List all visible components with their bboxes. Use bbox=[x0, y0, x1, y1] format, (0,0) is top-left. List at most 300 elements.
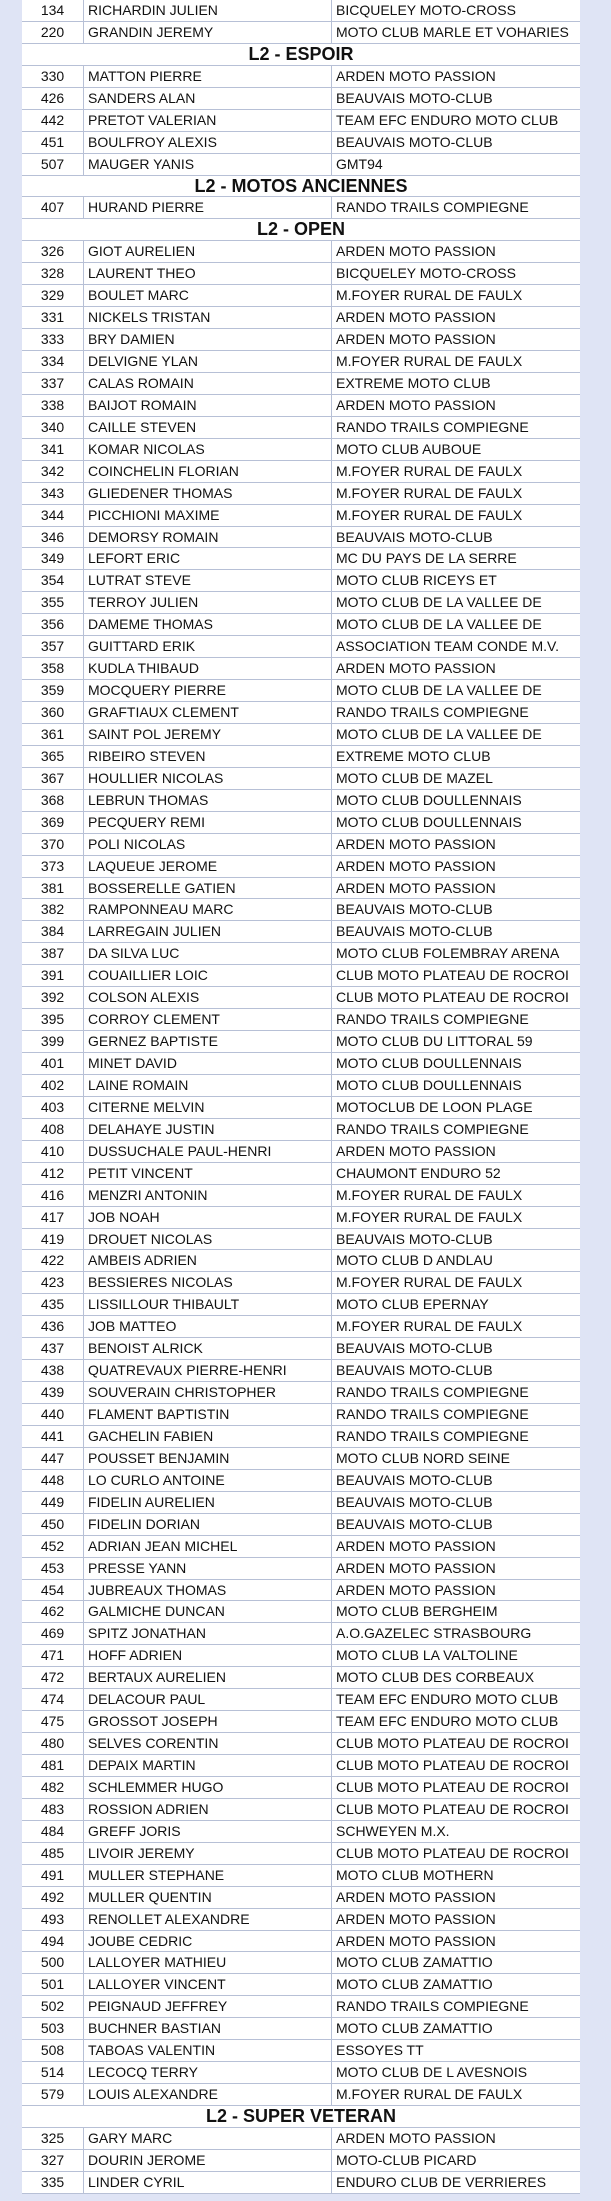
club-name: MC DU PAYS DE LA SERRE bbox=[336, 550, 517, 567]
club-name: MOTO CLUB ZAMATTIO bbox=[336, 2020, 493, 2037]
category-header: L2 - SUPER VETERAN bbox=[22, 2106, 580, 2128]
rider-name: JOB NOAH bbox=[84, 1207, 332, 1228]
bib-number: 382 bbox=[22, 899, 84, 920]
table-row bbox=[22, 1426, 580, 1448]
bib-number: 337 bbox=[22, 373, 84, 394]
bib-number: 361 bbox=[22, 724, 84, 745]
club-name: MOTO CLUB DOULLENNAIS bbox=[336, 813, 522, 830]
rider-name: BOSSERELLE GATIEN bbox=[84, 878, 332, 899]
bib-number: 360 bbox=[22, 702, 84, 723]
club-name: ARDEN MOTO PASSION bbox=[336, 835, 496, 852]
rider-name: LEFORT ERIC bbox=[84, 548, 332, 569]
rider-name: FIDELIN AURELIEN bbox=[84, 1492, 332, 1513]
rider-name: ROSSION ADRIEN bbox=[84, 1799, 332, 1820]
bib-number: 370 bbox=[22, 834, 84, 855]
bib-number: 451 bbox=[22, 132, 84, 153]
club-name: EXTREME MOTO CLUB bbox=[336, 374, 491, 391]
rider-name: GARY MARC bbox=[84, 2128, 332, 2149]
club-name: BICQUELEY MOTO-CROSS bbox=[336, 265, 516, 282]
rider-name: PICCHIONI MAXIME bbox=[84, 505, 332, 526]
results-table bbox=[22, 0, 580, 2194]
rider-name: FIDELIN DORIAN bbox=[84, 1514, 332, 1535]
rider-name: LAINE ROMAIN bbox=[84, 1075, 332, 1096]
bib-number: 494 bbox=[22, 1931, 84, 1952]
table-row bbox=[22, 154, 580, 176]
club-name: MOTO CLUB ZAMATTIO bbox=[336, 1954, 493, 1971]
bib-number: 454 bbox=[22, 1580, 84, 1601]
rider-name: MULLER STEPHANE bbox=[84, 1865, 332, 1886]
club-name: CLUB MOTO PLATEAU DE ROCROI bbox=[336, 1757, 569, 1773]
table-row bbox=[22, 1952, 580, 1974]
bib-number: 342 bbox=[22, 461, 84, 482]
bib-number: 423 bbox=[22, 1272, 84, 1293]
rider-name: GIOT AURELIEN bbox=[84, 241, 332, 262]
bib-number: 440 bbox=[22, 1404, 84, 1425]
rider-name: GALMICHE DUNCAN bbox=[84, 1601, 332, 1622]
rider-name: DEMORSY ROMAIN bbox=[84, 527, 332, 548]
table-row bbox=[22, 2062, 580, 2084]
bib-number: 450 bbox=[22, 1514, 84, 1535]
bib-number: 333 bbox=[22, 329, 84, 350]
bib-number: 435 bbox=[22, 1294, 84, 1315]
club-name: M.FOYER RURAL DE FAULX bbox=[336, 2086, 523, 2103]
club-name: BICQUELEY MOTO-CROSS bbox=[336, 2, 516, 18]
club-name: CLUB MOTO PLATEAU DE ROCROI bbox=[336, 967, 569, 984]
bib-number: 501 bbox=[22, 1974, 84, 1995]
rider-name: BOULET MARC bbox=[84, 285, 332, 306]
club-name: RANDO TRAILS COMPIEGNE bbox=[336, 1427, 529, 1444]
bib-number: 220 bbox=[22, 22, 84, 43]
bib-number: 441 bbox=[22, 1426, 84, 1447]
table-row bbox=[22, 592, 580, 614]
bib-number: 407 bbox=[22, 197, 84, 218]
table-row bbox=[22, 417, 580, 439]
table-row bbox=[22, 1075, 580, 1097]
table-row bbox=[22, 1799, 580, 1821]
table-row bbox=[22, 1558, 580, 1580]
bib-number: 365 bbox=[22, 746, 84, 767]
table-row bbox=[22, 1601, 580, 1623]
rider-name: BOULFROY ALEXIS bbox=[84, 132, 332, 153]
table-row bbox=[22, 1733, 580, 1755]
club-name: ARDEN MOTO PASSION bbox=[336, 331, 496, 348]
table-row bbox=[22, 1689, 580, 1711]
club-name: M.FOYER RURAL DE FAULX bbox=[336, 353, 523, 369]
rider-name: COUAILLIER LOIC bbox=[84, 965, 332, 986]
rider-name: LOUIS ALEXANDRE bbox=[84, 2084, 332, 2105]
club-name: MOTO CLUB NORD SEINE bbox=[336, 1449, 510, 1466]
table-row bbox=[22, 88, 580, 110]
table-row bbox=[22, 724, 580, 746]
table-row bbox=[22, 943, 580, 965]
table-row bbox=[22, 1141, 580, 1163]
bib-number: 448 bbox=[22, 1470, 84, 1491]
table-row bbox=[22, 1404, 580, 1426]
table-row bbox=[22, 2040, 580, 2062]
club-name: RANDO TRAILS COMPIEGNE bbox=[336, 199, 529, 216]
rider-name: LAQUEUE JEROME bbox=[84, 856, 332, 877]
rider-name: GUITTARD ERIK bbox=[84, 636, 332, 657]
club-name: MOTO CLUB DE LA VALLEE DE bbox=[336, 616, 542, 633]
table-row bbox=[22, 1360, 580, 1382]
bib-number: 402 bbox=[22, 1075, 84, 1096]
club-name: M.FOYER RURAL DE FAULX bbox=[336, 1274, 523, 1291]
table-row bbox=[22, 1974, 580, 1996]
table-row bbox=[22, 1514, 580, 1536]
club-name: MOTO CLUB MOTHERN bbox=[336, 1866, 494, 1883]
club-name: CLUB MOTO PLATEAU DE ROCROI bbox=[336, 1800, 569, 1817]
table-row bbox=[22, 1492, 580, 1514]
rider-name: DELAHAYE JUSTIN bbox=[84, 1119, 332, 1140]
club-name: CLUB MOTO PLATEAU DE ROCROI bbox=[336, 1735, 569, 1752]
club-name: ARDEN MOTO PASSION bbox=[336, 879, 496, 896]
club-name: TEAM EFC ENDURO MOTO CLUB bbox=[336, 111, 559, 128]
bib-number: 368 bbox=[22, 790, 84, 811]
bib-number: 403 bbox=[22, 1097, 84, 1118]
bib-number: 392 bbox=[22, 987, 84, 1008]
table-row bbox=[22, 614, 580, 636]
bib-number: 514 bbox=[22, 2062, 84, 2083]
table-row bbox=[22, 132, 580, 154]
table-row bbox=[22, 1448, 580, 1470]
club-name: ARDEN MOTO PASSION bbox=[336, 67, 496, 84]
table-row bbox=[22, 1097, 580, 1119]
table-row bbox=[22, 1272, 580, 1294]
table-row bbox=[22, 1887, 580, 1909]
rider-name: PEIGNAUD JEFFREY bbox=[84, 1996, 332, 2017]
table-row bbox=[22, 1009, 580, 1031]
club-name: MOTO CLUB DOULLENNAIS bbox=[336, 1076, 522, 1093]
rider-name: LO CURLO ANTOINE bbox=[84, 1470, 332, 1491]
table-row bbox=[22, 1667, 580, 1689]
bib-number: 343 bbox=[22, 483, 84, 504]
table-row bbox=[22, 658, 580, 680]
rider-name: BENOIST ALRICK bbox=[84, 1338, 332, 1359]
table-row bbox=[22, 790, 580, 812]
rider-name: DOURIN JEROME bbox=[84, 2150, 332, 2171]
rider-name: HURAND PIERRE bbox=[84, 197, 332, 218]
rider-name: PRESSE YANN bbox=[84, 1558, 332, 1579]
club-name: ARDEN MOTO PASSION bbox=[336, 396, 496, 413]
bib-number: 329 bbox=[22, 285, 84, 306]
bib-number: 417 bbox=[22, 1207, 84, 1228]
category-header: L2 - OPEN bbox=[22, 219, 580, 241]
rider-name: MULLER QUENTIN bbox=[84, 1887, 332, 1908]
table-row bbox=[22, 1931, 580, 1953]
table-row bbox=[22, 2128, 580, 2150]
bib-number: 384 bbox=[22, 921, 84, 942]
bib-number: 482 bbox=[22, 1777, 84, 1798]
bib-number: 475 bbox=[22, 1711, 84, 1732]
club-name: MOTO CLUB D ANDLAU bbox=[336, 1252, 493, 1269]
club-name: EXTREME MOTO CLUB bbox=[336, 747, 491, 764]
rider-name: SPITZ JONATHAN bbox=[84, 1623, 332, 1644]
club-name: RANDO TRAILS COMPIEGNE bbox=[336, 1406, 529, 1422]
table-row bbox=[22, 285, 580, 307]
table-row bbox=[22, 636, 580, 658]
club-name: MOTO CLUB DE L AVESNOIS bbox=[336, 2064, 528, 2081]
table-row bbox=[22, 22, 580, 44]
club-name: ARDEN MOTO PASSION bbox=[336, 1537, 496, 1554]
bib-number: 422 bbox=[22, 1250, 84, 1271]
rider-name: LEBRUN THOMAS bbox=[84, 790, 332, 811]
rider-name: DUSSUCHALE PAUL-HENRI bbox=[84, 1141, 332, 1162]
rider-name: SCHLEMMER HUGO bbox=[84, 1777, 332, 1798]
table-row bbox=[22, 1053, 580, 1075]
bib-number: 492 bbox=[22, 1887, 84, 1908]
rider-name: DA SILVA LUC bbox=[84, 943, 332, 964]
club-name: TEAM EFC ENDURO MOTO CLUB bbox=[336, 1691, 559, 1708]
rider-name: PECQUERY REMI bbox=[84, 812, 332, 833]
bib-number: 334 bbox=[22, 351, 84, 372]
club-name: ESSOYES TT bbox=[336, 2042, 424, 2059]
rider-name: COLSON ALEXIS bbox=[84, 987, 332, 1008]
rider-name: LAURENT THEO bbox=[84, 263, 332, 284]
rider-name: CAILLE STEVEN bbox=[84, 417, 332, 438]
table-row bbox=[22, 1645, 580, 1667]
club-name: MOTO CLUB MARLE ET VOHARIES bbox=[336, 23, 569, 40]
rider-name: DELACOUR PAUL bbox=[84, 1689, 332, 1710]
club-name: M.FOYER RURAL DE FAULX bbox=[336, 287, 523, 304]
bib-number: 325 bbox=[22, 2128, 84, 2149]
rider-name: DEPAIX MARTIN bbox=[84, 1755, 332, 1776]
club-name: ARDEN MOTO PASSION bbox=[336, 1559, 496, 1576]
table-row bbox=[22, 1338, 580, 1360]
bib-number: 395 bbox=[22, 1009, 84, 1030]
bib-number: 356 bbox=[22, 614, 84, 635]
table-row bbox=[22, 505, 580, 527]
table-row bbox=[22, 1755, 580, 1777]
bib-number: 491 bbox=[22, 1865, 84, 1886]
table-row bbox=[22, 263, 580, 285]
rider-name: SANDERS ALAN bbox=[84, 88, 332, 109]
club-name: CLUB MOTO PLATEAU DE ROCROI bbox=[336, 1778, 569, 1795]
table-row bbox=[22, 0, 580, 22]
rider-name: LIVOIR JEREMY bbox=[84, 1843, 332, 1864]
club-name: MOTO CLUB AUBOUE bbox=[336, 440, 482, 457]
bib-number: 426 bbox=[22, 88, 84, 109]
club-name: M.FOYER RURAL DE FAULX bbox=[336, 1208, 523, 1225]
table-row bbox=[22, 329, 580, 351]
club-name: BEAUVAIS MOTO-CLUB bbox=[336, 89, 493, 106]
bib-number: 503 bbox=[22, 2018, 84, 2039]
bib-number: 453 bbox=[22, 1558, 84, 1579]
table-row bbox=[22, 1207, 580, 1229]
rider-name: GREFF JORIS bbox=[84, 1821, 332, 1842]
table-row bbox=[22, 2172, 580, 2194]
table-row bbox=[22, 1821, 580, 1843]
bib-number: 438 bbox=[22, 1360, 84, 1381]
rider-name: LUTRAT STEVE bbox=[84, 570, 332, 591]
table-row bbox=[22, 1119, 580, 1141]
table-row bbox=[22, 1229, 580, 1251]
rider-name: LINDER CYRIL bbox=[84, 2172, 332, 2193]
club-name: ARDEN MOTO PASSION bbox=[336, 857, 496, 874]
club-name: ARDEN MOTO PASSION bbox=[336, 243, 496, 260]
club-name: CLUB MOTO PLATEAU DE ROCROI bbox=[336, 989, 569, 1006]
rider-name: TERROY JULIEN bbox=[84, 592, 332, 613]
rider-name: PRETOT VALERIAN bbox=[84, 110, 332, 131]
bib-number: 579 bbox=[22, 2084, 84, 2105]
club-name: MOTO CLUB DOULLENNAIS bbox=[336, 1055, 522, 1071]
bib-number: 367 bbox=[22, 768, 84, 789]
table-row bbox=[22, 461, 580, 483]
rider-name: PETIT VINCENT bbox=[84, 1163, 332, 1184]
rider-name: POLI NICOLAS bbox=[84, 834, 332, 855]
table-row bbox=[22, 1623, 580, 1645]
club-name: MOTO CLUB LA VALTOLINE bbox=[336, 1647, 518, 1664]
bib-number: 408 bbox=[22, 1119, 84, 1140]
club-name: MOTO CLUB RICEYS ET bbox=[336, 572, 497, 589]
club-name: MOTO CLUB ZAMATTIO bbox=[336, 1976, 493, 1993]
club-name: ARDEN MOTO PASSION bbox=[336, 2129, 496, 2146]
bib-number: 474 bbox=[22, 1689, 84, 1710]
rider-name: DAMEME THOMAS bbox=[84, 614, 332, 635]
club-name: RANDO TRAILS COMPIEGNE bbox=[336, 418, 529, 435]
rider-name: DELVIGNE YLAN bbox=[84, 351, 332, 372]
table-row bbox=[22, 878, 580, 900]
rider-name: GRAFTIAUX CLEMENT bbox=[84, 702, 332, 723]
club-name: MOTO CLUB FOLEMBRAY ARENA bbox=[336, 945, 560, 962]
table-row bbox=[22, 1536, 580, 1558]
rider-name: SELVES CORENTIN bbox=[84, 1733, 332, 1754]
club-name: MOTO CLUB BERGHEIM bbox=[336, 1603, 498, 1620]
club-name: BEAUVAIS MOTO-CLUB bbox=[336, 923, 493, 940]
club-name: BEAUVAIS MOTO-CLUB bbox=[336, 1471, 493, 1488]
bib-number: 335 bbox=[22, 2172, 84, 2193]
club-name: MOTO CLUB DE LA VALLEE DE bbox=[336, 594, 542, 611]
club-name: ARDEN MOTO PASSION bbox=[336, 660, 496, 677]
rider-name: BERTAUX AURELIEN bbox=[84, 1667, 332, 1688]
rider-name: CALAS ROMAIN bbox=[84, 373, 332, 394]
bib-number: 472 bbox=[22, 1667, 84, 1688]
club-name: RANDO TRAILS COMPIEGNE bbox=[336, 1120, 529, 1137]
club-name: ARDEN MOTO PASSION bbox=[336, 1581, 496, 1598]
rider-name: LECOCQ TERRY bbox=[84, 2062, 332, 2083]
rider-name: DROUET NICOLAS bbox=[84, 1229, 332, 1250]
table-row bbox=[22, 483, 580, 505]
rider-name: GRANDIN JEREMY bbox=[84, 22, 332, 43]
table-row bbox=[22, 2150, 580, 2172]
club-name: BEAUVAIS MOTO-CLUB bbox=[336, 1515, 493, 1532]
table-row bbox=[22, 1865, 580, 1887]
club-name: MOTO CLUB DU LITTORAL 59 bbox=[336, 1033, 533, 1050]
table-row bbox=[22, 373, 580, 395]
rider-name: BESSIERES NICOLAS bbox=[84, 1272, 332, 1293]
table-row bbox=[22, 1777, 580, 1799]
category-header: L2 - ESPOIR bbox=[22, 44, 580, 66]
bib-number: 416 bbox=[22, 1185, 84, 1206]
club-name: CHAUMONT ENDURO 52 bbox=[336, 1164, 501, 1181]
rider-name: LALLOYER MATHIEU bbox=[84, 1952, 332, 1973]
rider-name: AMBEIS ADRIEN bbox=[84, 1250, 332, 1271]
club-name: MOTO CLUB DE MAZEL bbox=[336, 769, 493, 786]
bib-number: 373 bbox=[22, 856, 84, 877]
rider-name: LARREGAIN JULIEN bbox=[84, 921, 332, 942]
table-row bbox=[22, 856, 580, 878]
bib-number: 507 bbox=[22, 154, 84, 175]
bib-number: 483 bbox=[22, 1799, 84, 1820]
rider-name: LALLOYER VINCENT bbox=[84, 1974, 332, 1995]
table-row bbox=[22, 1185, 580, 1207]
rider-name: GROSSOT JOSEPH bbox=[84, 1711, 332, 1732]
club-name: M.FOYER RURAL DE FAULX bbox=[336, 1186, 523, 1203]
table-row bbox=[22, 351, 580, 373]
table-row bbox=[22, 702, 580, 724]
club-name: MOTO CLUB DE LA VALLEE DE bbox=[336, 725, 542, 742]
rider-name: HOFF ADRIEN bbox=[84, 1645, 332, 1666]
rider-name: QUATREVAUX PIERRE-HENRI bbox=[84, 1360, 332, 1381]
club-name: TEAM EFC ENDURO MOTO CLUB bbox=[336, 1713, 559, 1730]
table-row bbox=[22, 1163, 580, 1185]
bib-number: 341 bbox=[22, 439, 84, 460]
club-name: GMT94 bbox=[336, 155, 383, 172]
club-name: BEAUVAIS MOTO-CLUB bbox=[336, 1493, 493, 1510]
rider-name: POUSSET BENJAMIN bbox=[84, 1448, 332, 1469]
table-row bbox=[22, 987, 580, 1009]
rider-name: BUCHNER BASTIAN bbox=[84, 2018, 332, 2039]
bib-number: 437 bbox=[22, 1338, 84, 1359]
rider-name: JOUBE CEDRIC bbox=[84, 1931, 332, 1952]
table-row bbox=[22, 812, 580, 834]
bib-number: 387 bbox=[22, 943, 84, 964]
rider-name: JOB MATTEO bbox=[84, 1316, 332, 1337]
club-name: BEAUVAIS MOTO-CLUB bbox=[336, 901, 493, 918]
rider-name: MAUGER YANIS bbox=[84, 154, 332, 175]
rider-name: HOULLIER NICOLAS bbox=[84, 768, 332, 789]
bib-number: 436 bbox=[22, 1316, 84, 1337]
club-name: RANDO TRAILS COMPIEGNE bbox=[336, 1011, 529, 1028]
table-row bbox=[22, 1580, 580, 1602]
club-name: BEAUVAIS MOTO-CLUB bbox=[336, 1340, 493, 1357]
club-name: M.FOYER RURAL DE FAULX bbox=[336, 1318, 523, 1335]
bib-number: 502 bbox=[22, 1996, 84, 2017]
bib-number: 134 bbox=[22, 0, 84, 21]
table-row bbox=[22, 197, 580, 219]
rider-name: KOMAR NICOLAS bbox=[84, 439, 332, 460]
club-name: ARDEN MOTO PASSION bbox=[336, 1888, 496, 1905]
table-row bbox=[22, 1996, 580, 2018]
rider-name: BRY DAMIEN bbox=[84, 329, 332, 350]
bib-number: 369 bbox=[22, 812, 84, 833]
bib-number: 326 bbox=[22, 241, 84, 262]
bib-number: 469 bbox=[22, 1623, 84, 1644]
rider-name: GLIEDENER THOMAS bbox=[84, 483, 332, 504]
bib-number: 471 bbox=[22, 1645, 84, 1666]
club-name: MOTO CLUB DE LA VALLEE DE bbox=[336, 682, 542, 699]
rider-name: MOCQUERY PIERRE bbox=[84, 680, 332, 701]
rider-name: TABOAS VALENTIN bbox=[84, 2040, 332, 2061]
club-name: ARDEN MOTO PASSION bbox=[336, 1932, 496, 1949]
bib-number: 359 bbox=[22, 680, 84, 701]
table-row bbox=[22, 1382, 580, 1404]
bib-number: 330 bbox=[22, 66, 84, 87]
table-row bbox=[22, 2018, 580, 2040]
bib-number: 357 bbox=[22, 636, 84, 657]
table-row bbox=[22, 1470, 580, 1492]
club-name: RANDO TRAILS COMPIEGNE bbox=[336, 704, 529, 720]
bib-number: 447 bbox=[22, 1448, 84, 1469]
rider-name: SOUVERAIN CHRISTOPHER bbox=[84, 1382, 332, 1403]
club-name: SCHWEYEN M.X. bbox=[336, 1822, 450, 1839]
club-name: MOTO-CLUB PICARD bbox=[336, 2151, 477, 2168]
rider-name: MATTON PIERRE bbox=[84, 66, 332, 87]
club-name: BEAUVAIS MOTO-CLUB bbox=[336, 1362, 493, 1379]
bib-number: 410 bbox=[22, 1141, 84, 1162]
rider-name: KUDLA THIBAUD bbox=[84, 658, 332, 679]
bib-number: 480 bbox=[22, 1733, 84, 1754]
club-name: RANDO TRAILS COMPIEGNE bbox=[336, 1384, 529, 1401]
